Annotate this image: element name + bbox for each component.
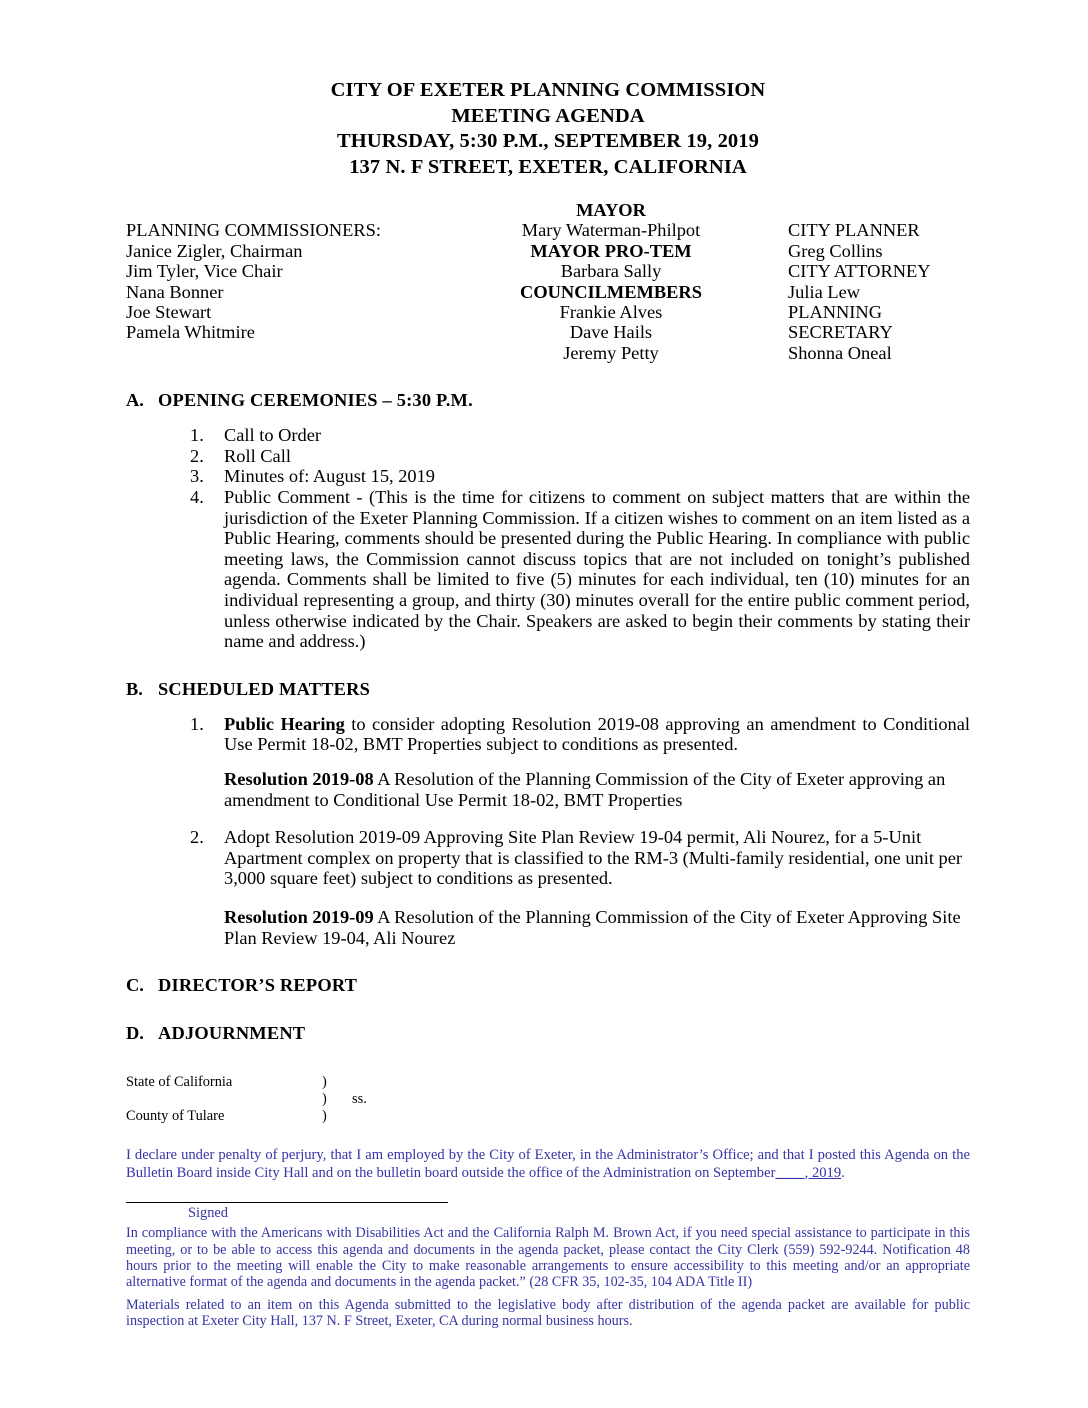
declaration-paragraph — [126, 1147, 970, 1182]
list-item-number: 3. — [190, 466, 204, 487]
ss-spacer — [126, 1091, 322, 1108]
list-item-text: Roll Call — [224, 445, 291, 466]
county-label: County of Tulare — [126, 1108, 225, 1125]
title-line-2: MEETING AGENDA — [451, 104, 645, 127]
list-item — [190, 466, 970, 487]
public-hearing-text: to consider adopting Resolution 2019-08 approving an amendment to Conditional Use Permit 18-02, BMT Properties subject to conditions as presented. — [224, 713, 970, 755]
commissioners-heading: PLANNING COMMISSIONERS: — [126, 220, 381, 241]
list-item — [190, 827, 970, 889]
officials-column-commissioners — [126, 200, 456, 363]
list-item-text: Minutes of: August 15, 2019 — [224, 466, 435, 487]
list-item-number: 2. — [190, 445, 204, 466]
state-label: State of California — [126, 1074, 233, 1091]
state-paren: ) — [322, 1074, 327, 1091]
declaration-period: . — [841, 1164, 845, 1181]
page-title — [126, 78, 970, 180]
signature-line — [126, 1202, 448, 1203]
section-letter-b: B. — [126, 678, 143, 699]
section-title-a: OPENING CEREMONIES – 5:30 P.M. — [158, 390, 473, 411]
city-attorney-label: CITY ATTORNEY — [788, 261, 931, 282]
resolution-2019-09-label: Resolution 2019-09 — [224, 906, 374, 927]
commissioner-name: Janice Zigler, Chairman — [126, 240, 303, 261]
section-title-c: DIRECTOR’S REPORT — [158, 975, 358, 996]
certification-row-county — [126, 1108, 970, 1125]
councilmember-name: Frankie Alves — [559, 302, 663, 323]
city-attorney-name: Julia Lew — [788, 281, 861, 302]
section-a-items — [126, 425, 970, 652]
declaration-date-blank: ____, 2019 — [775, 1164, 842, 1181]
commissioner-name: Jim Tyler, Vice Chair — [126, 261, 283, 282]
resolution-2019-08-label: Resolution 2019-08 — [224, 768, 374, 789]
ada-compliance-paragraph: In compliance with the Americans with Disabilities Act and the California Ralph M. Brown Act, if you need special assistance to participate in this meeting, or to be able to access this agenda and documents in the agenda packet, please contact the City Clerk (559) 592-9244. Notification 48 hours prior to the meeting will enable the City to make reasonable arrangements to ensure accessibility to this meeting and/or an appropriate alternative format of the agenda and documents in the agenda packet.” (28 CFR 35, 102-35, 104 ADA Title II) — [126, 1225, 970, 1291]
planning-secretary-name: Shonna Oneal — [788, 342, 892, 363]
materials-availability-paragraph: Materials related to an item on this Agenda submitted to the legislative body after distribution of the agenda packet are available for public inspection at Exeter City Hall, 137 N. F Street, Exeter, CA during normal business hours. — [126, 1296, 970, 1330]
section-letter-c: C. — [126, 975, 144, 996]
signed-label: Signed — [188, 1205, 228, 1222]
ss-paren: ) — [322, 1091, 327, 1108]
mayor-label: MAYOR — [576, 200, 646, 220]
section-letter-a: A. — [126, 390, 144, 411]
section-heading-d — [126, 1023, 970, 1044]
mayor-name: Mary Waterman-Philpot — [521, 220, 701, 241]
list-item — [190, 487, 970, 652]
certification-row-ss — [126, 1091, 970, 1108]
officials-column-council — [456, 200, 766, 363]
mayor-pro-tem-name: Barbara Sally — [560, 261, 662, 282]
commissioner-name: Nana Bonner — [126, 281, 224, 302]
public-hearing-label: Public Hearing — [224, 713, 345, 734]
section-letter-d: D. — [126, 1023, 144, 1044]
councilmember-name: Jeremy Petty — [563, 342, 659, 363]
section-title-d: ADJOURNMENT — [158, 1023, 306, 1044]
list-item-text — [224, 714, 970, 755]
commissioner-name: Joe Stewart — [126, 302, 212, 323]
councilmember-name: Dave Hails — [569, 322, 653, 343]
resolution-2019-08-text: A Resolution of the Planning Commission of the City of Exeter approving an amendment to Conditional Use Permit 18-02, BMT Properties — [224, 768, 946, 810]
section-b-items — [126, 714, 970, 948]
ss-text: ss. — [352, 1091, 367, 1108]
list-item — [190, 425, 970, 446]
list-item-text: Adopt Resolution 2019-09 Approving Site Plan Review 19-04 permit, Ali Nourez, for a 5-Unit Apartment complex on property that is classified to the RM-3 (Multi-family residential, one unit per 3,000 square feet) subject to conditions as presented. — [224, 827, 963, 889]
list-item-number: 1. — [190, 425, 204, 446]
title-line-4: 137 N. F STREET, EXETER, CALIFORNIA — [349, 155, 747, 178]
section-heading-a — [126, 390, 970, 411]
section-heading-c — [126, 975, 970, 996]
section-title-b: SCHEDULED MATTERS — [158, 678, 371, 699]
city-planner-name: Greg Collins — [788, 240, 883, 261]
section-heading-b — [126, 679, 970, 700]
officials-block — [126, 200, 970, 363]
list-item — [190, 714, 970, 755]
list-item — [190, 446, 970, 467]
resolution-2019-09-paragraph — [224, 907, 970, 948]
planning-secretary-label-line2: SECRETARY — [788, 322, 893, 343]
list-item-text: Public Comment - (This is the time for citizens to comment on subject matters that are within the jurisdiction of the Exeter Planning Commission. If a citizen wishes to comment on an item listed as a Public Hearing, comments should be presented during the Public Hearing. In compliance with public meeting laws, the Commission cannot discuss topics that are not included on tonight’s published agenda. Comments shall be limited to five (5) minutes for each individual, ten (10) minutes for an individual representing a group, and thirty (30) minutes overall for the entire public comment period, unless otherwise indicated by the Chair. Speakers are asked to begin their comments by stating their name and address.) — [224, 487, 970, 652]
list-item-number: 4. — [190, 487, 204, 508]
certification-block — [126, 1074, 970, 1125]
resolution-2019-08-paragraph — [224, 769, 970, 810]
planning-secretary-label-line1: PLANNING — [788, 302, 882, 323]
city-planner-label: CITY PLANNER — [788, 220, 920, 241]
councilmembers-label: COUNCILMEMBERS — [520, 281, 702, 302]
certification-row-state — [126, 1074, 970, 1091]
list-item-text: Call to Order — [224, 425, 322, 446]
title-line-1: CITY OF EXETER PLANNING COMMISSION — [330, 79, 766, 101]
county-paren: ) — [322, 1108, 327, 1125]
list-item-number: 2. — [190, 827, 204, 848]
mayor-pro-tem-label: MAYOR PRO-TEM — [530, 240, 692, 261]
officials-column-staff — [766, 200, 970, 363]
resolution-2019-09-text: A Resolution of the Planning Commission of the City of Exeter Approving Site Plan Review 19-04, Ali Nourez — [224, 906, 961, 948]
title-line-3: THURSDAY, 5:30 P.M., SEPTEMBER 19, 2019 — [337, 130, 759, 152]
declaration-text: I declare under penalty of perjury, that I am employed by the City of Exeter, in the Administrator’s Office; and that I posted this Agenda on the Bulletin Board inside City Hall and on the bulletin board outside the office of the Administration on September — [126, 1147, 970, 1181]
list-item-number: 1. — [190, 713, 204, 734]
commissioner-name: Pamela Whitmire — [126, 322, 255, 343]
